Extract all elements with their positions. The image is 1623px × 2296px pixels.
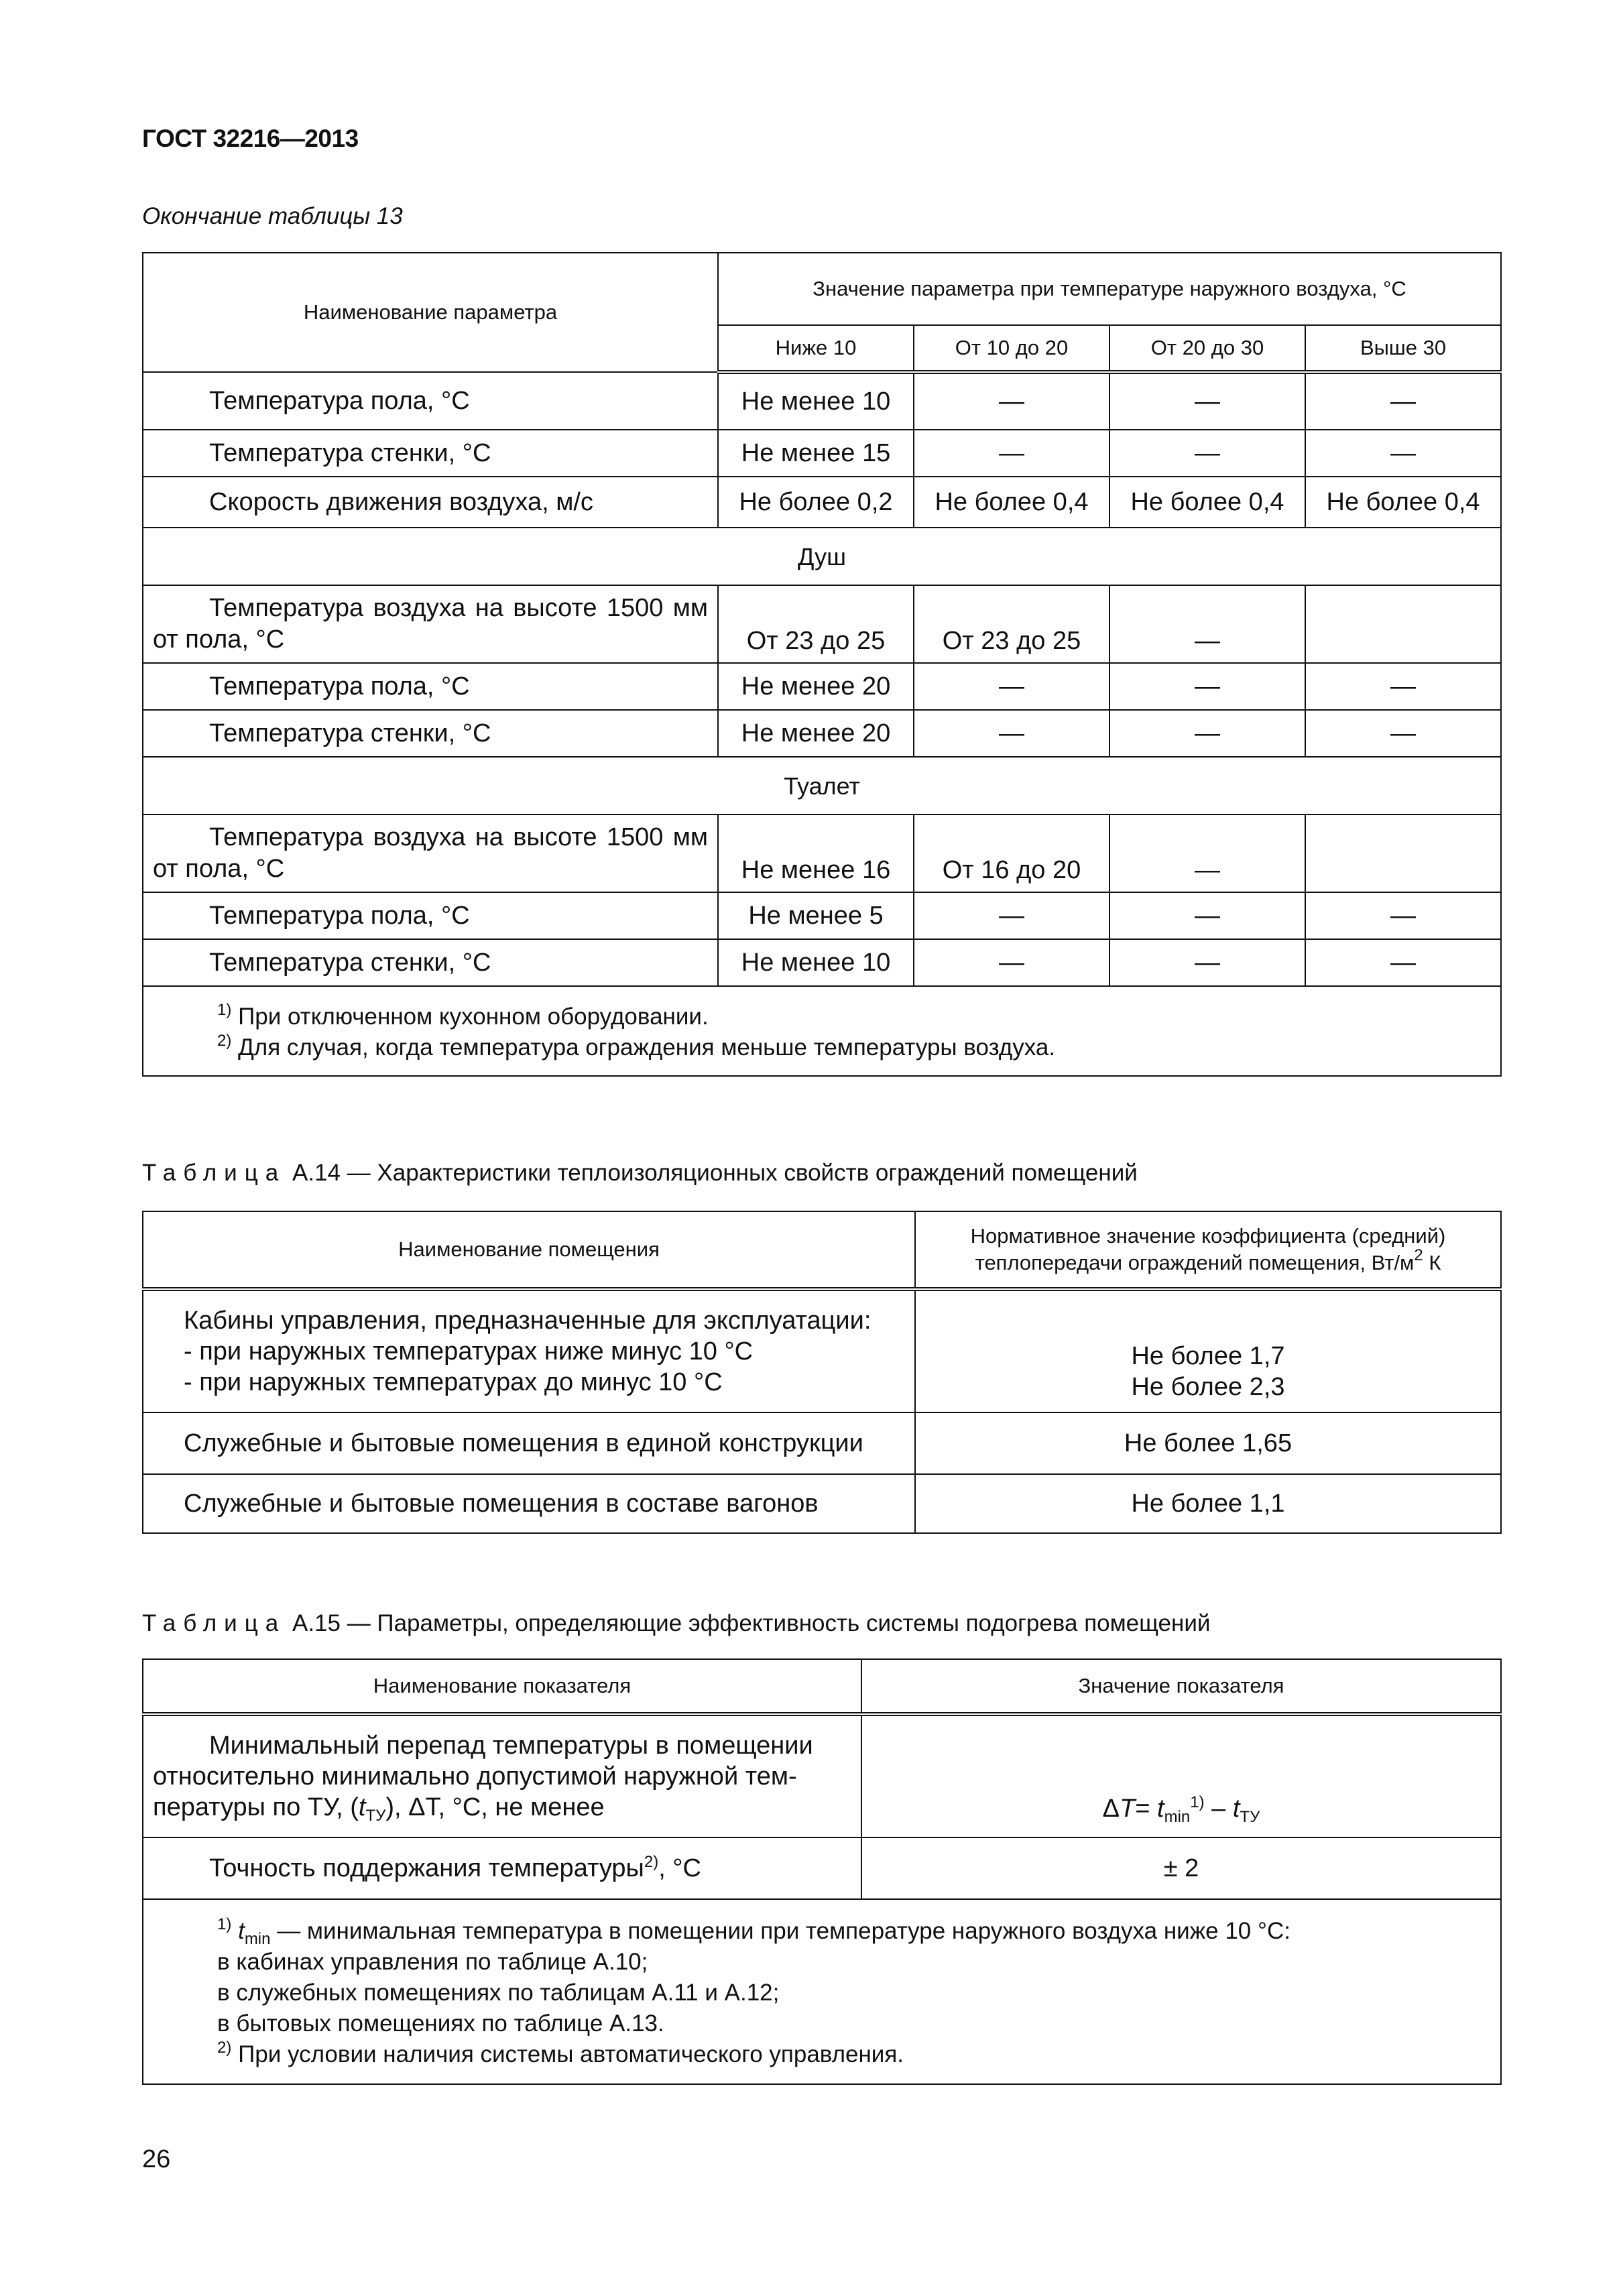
t13-value-cell: Не менее 16 (718, 814, 914, 892)
t13-value-cell: — (1109, 430, 1305, 477)
t13-value-cell (1305, 585, 1501, 663)
t13-row (143, 892, 1501, 939)
t13-value-cell: Не менее 15 (718, 430, 914, 477)
t13-note: $^{2)}$ Для случая, когда температура ограждения меньше температуры воздуха. (217, 1032, 1056, 1061)
t13-subheader: Выше 30 (1305, 325, 1501, 372)
t13-notes (143, 986, 1501, 1076)
t14-header-room: Наименование помещения (143, 1211, 915, 1289)
t13-param-name: Температура пола, °С (143, 372, 718, 430)
t14-row-wagons: Служебные и бытовые помещения в составе вагонов (143, 1474, 915, 1533)
t13-param-name: Скорость движения воздуха, м/с (143, 477, 718, 528)
t13-value-cell: Не менее 20 (718, 710, 914, 757)
t13-note: $^{1)}$ При отключенном кухонном оборудовании. (217, 1001, 709, 1030)
t13-value-cell: — (1305, 430, 1501, 477)
t13-subheader: Ниже 10 (718, 325, 914, 372)
t15-note-line: в бытовых помещениях по таблице А.13. (217, 2010, 664, 2037)
t13-param-name: Температура воздуха на высоте 1500 мм от пола, °С (143, 585, 718, 663)
t15-row-accuracy: Точность поддержания температуры$^{2)}$, °С (143, 1837, 861, 1899)
t13-value-cell: — (1109, 892, 1305, 939)
t13-value-cell: — (914, 892, 1109, 939)
t13-value-cell: — (1305, 892, 1501, 939)
t14-value-unified: Не более 1,65 (915, 1412, 1501, 1474)
t13-row (143, 710, 1501, 757)
table14-caption: Таблица А.14 — Характеристики теплоизоляционных свойств ограждений помещений (142, 1160, 1138, 1186)
t13-value-cell: — (1109, 710, 1305, 757)
t13-param-name: Температура стенки, °С (143, 939, 718, 986)
t13-value-cell: — (1305, 663, 1501, 710)
t13-value-cell: От 16 до 20 (914, 814, 1109, 892)
t13-value-cell: — (914, 663, 1109, 710)
t13-value-cell: — (914, 939, 1109, 986)
t15-notes (143, 1899, 1501, 2084)
t13-value-cell: Не менее 10 (718, 372, 914, 430)
t13-value-cell: Не более 0,2 (718, 477, 914, 528)
t13-value-cell: — (1109, 814, 1305, 892)
page-number: 26 (142, 2145, 171, 2173)
t14-row-unified: Служебные и бытовые помещения в единой конструкции (143, 1412, 915, 1474)
t13-row (143, 430, 1501, 477)
table14 (142, 1211, 1502, 1534)
t13-value-cell: — (1109, 939, 1305, 986)
t13-subheader: От 20 до 30 (1109, 325, 1305, 372)
t13-section-shower: Душ (143, 528, 1501, 585)
t14-row-cabins: Кабины управления, предназначенные для эксплуатации: - при наружных температурах ниже минус 10 °С - при наружных температурах до минус 10 °С (143, 1289, 915, 1412)
table13 (142, 252, 1502, 1077)
t14-value-wagons: Не более 1,1 (915, 1474, 1501, 1533)
t13-value-cell: — (1305, 710, 1501, 757)
t15-value-accuracy: ± 2 (861, 1837, 1501, 1899)
t14-value-cabins: Не более 1,7 Не более 2,3 (915, 1289, 1501, 1412)
t15-note-line: в кабинах управления по таблице А.10; (217, 1949, 648, 1975)
table15-caption: Таблица А.15 — Параметры, определяющие эффективность системы подогрева помещений (142, 1610, 1211, 1636)
t13-value-cell: — (1109, 585, 1305, 663)
t13-subheader: От 10 до 20 (914, 325, 1109, 372)
table15 (142, 1658, 1502, 2085)
t13-value-cell: — (1109, 372, 1305, 430)
t13-value-cell: Не менее 5 (718, 892, 914, 939)
t15-note-line: в служебных помещениях по таблицам А.11 и А.12; (217, 1980, 780, 2006)
t13-value-cell: — (914, 372, 1109, 430)
t13-value-cell: От 23 до 25 (914, 585, 1109, 663)
t13-row (143, 939, 1501, 986)
table13-caption: Окончание таблицы 13 (142, 203, 403, 229)
t13-value-cell: Не менее 20 (718, 663, 914, 710)
t13-value-cell: — (914, 430, 1109, 477)
t13-param-name: Температура воздуха на высоте 1500 мм от пола, °С (143, 814, 718, 892)
t13-value-cell (1305, 814, 1501, 892)
t13-header-param: Наименование параметра (143, 253, 718, 372)
t13-row (143, 663, 1501, 710)
t13-value-cell: Не менее 10 (718, 939, 914, 986)
t13-row (143, 372, 1501, 430)
t13-value-cell: От 23 до 25 (718, 585, 914, 663)
t13-value-cell: — (1305, 372, 1501, 430)
t15-header-value: Значение показателя (861, 1659, 1501, 1714)
t15-formula: $\Delta T= t_{min}^{1)} - t_{ТУ}$ (861, 1714, 1501, 1837)
t13-row (143, 585, 1501, 663)
t13-row (143, 477, 1501, 528)
t13-value-cell: — (1109, 663, 1305, 710)
t13-header-group: Значение параметра при температуре наружного воздуха, °С (718, 253, 1501, 325)
t13-value-cell: — (914, 710, 1109, 757)
t13-value-cell: Не более 0,4 (1305, 477, 1501, 528)
t13-value-cell: — (1305, 939, 1501, 986)
t14-header-value: Нормативное значение коэффициента (средний) теплопередачи ограждений помещения, $Вт/м^2$ К (915, 1211, 1501, 1289)
t13-value-cell: Не более 0,4 (1109, 477, 1305, 528)
document-code: ГОСТ 32216—2013 (142, 125, 359, 152)
t13-section-toilet: Туалет (143, 757, 1501, 814)
t13-param-name: Температура пола, °С (143, 892, 718, 939)
t13-param-name: Температура стенки, °С (143, 430, 718, 477)
t15-header-name: Наименование показателя (143, 1659, 861, 1714)
t13-param-name: Температура пола, °С (143, 663, 718, 710)
t13-value-cell: Не более 0,4 (914, 477, 1109, 528)
t15-note-2: $^{2)}$ При условии наличия системы автоматического управления. (217, 2039, 904, 2067)
t15-note-1: $^{1)}$ $t_{min}$ — минимальная температура в помещении при температуре наружного воздуха ниже 10 °С: (217, 1915, 1290, 1948)
t13-row (143, 814, 1501, 892)
t13-param-name: Температура стенки, °С (143, 710, 718, 757)
t15-row-min-diff: Минимальный перепад температуры в помещении относительно минимально допустимой наружной тем- пературы по ТУ, $(t_{ТУ})$, ΔТ, °С, не менее (143, 1714, 861, 1837)
